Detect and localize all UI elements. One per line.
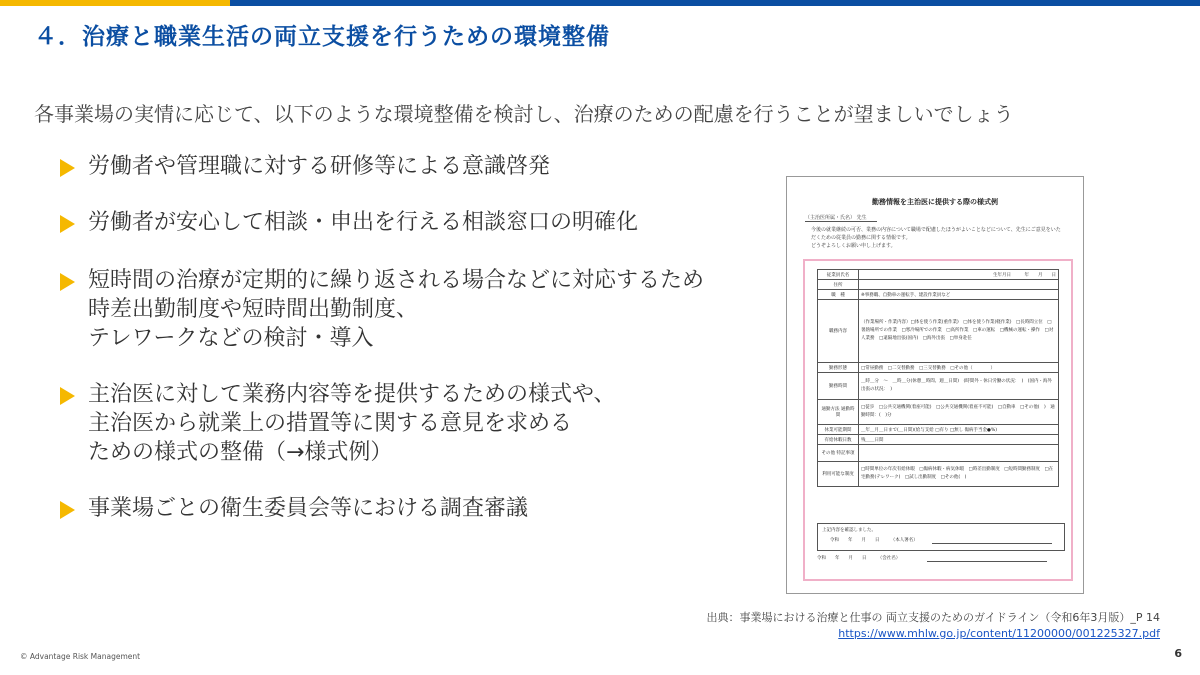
form-row bbox=[818, 300, 1059, 363]
form-row-label: 有給休暇日数 bbox=[818, 435, 859, 445]
form-row bbox=[818, 373, 1059, 400]
source-text: 出典：事業場における治療と仕事の 両立支援のためのガイドライン（令和6年3月版）_P 14 bbox=[706, 611, 1160, 624]
form-row bbox=[818, 270, 1059, 280]
source-citation bbox=[707, 610, 1160, 642]
triangle-bullet-icon bbox=[60, 273, 75, 291]
form-company-underline bbox=[927, 561, 1047, 562]
form-row-value: ＿年＿月＿日まで(＿日間)(給与支給 □有り □無し 傷病手当金●%) bbox=[859, 425, 1059, 435]
form-row-value: □常昼勤務 □二交替勤務 □三交替勤務 □その他（ ） bbox=[859, 363, 1059, 373]
form-addressee-underline bbox=[805, 221, 877, 222]
triangle-bullet-icon bbox=[60, 215, 75, 233]
top-accent-blue bbox=[230, 0, 1200, 6]
form-row-value: （作業場所・作業内容）□体を使う作業(重作業) □体を使う作業(軽作業) □長時間立位 □暑熱場所での作業 □寒冷場所での作業 □高所作業 □車の運転 □機械の運転・操作 □対人業務 □遠隔地出張(国内) □海外出張 □単身赴任 bbox=[859, 300, 1059, 363]
form-table bbox=[817, 269, 1059, 487]
form-title: 勤務情報を主治医に提供する際の様式例 bbox=[872, 198, 998, 206]
form-row-label: 職 種 bbox=[818, 290, 859, 300]
form-example-image bbox=[786, 176, 1084, 594]
form-company-line bbox=[817, 555, 900, 561]
source-link[interactable]: https://www.mhlw.go.jp/content/11200000/001225327.pdf bbox=[838, 627, 1160, 640]
form-date-line: 令和 年 月 日 （本人署名） bbox=[830, 538, 918, 543]
form-row-value: 生年月日 年 月 日 bbox=[859, 270, 1059, 280]
form-row-label: 利用可能な制度 bbox=[818, 462, 859, 487]
form-row bbox=[818, 400, 1059, 425]
form-row bbox=[818, 363, 1059, 373]
form-row-label: 住所 bbox=[818, 280, 859, 290]
form-row bbox=[818, 290, 1059, 300]
form-addressee: （主治医所属・氏名） 先生 bbox=[805, 215, 867, 221]
bullet-text: 主治医に対して業務内容等を提供するための様式や、 bbox=[88, 382, 616, 407]
bullet-text: 労働者が安心して相談・申出を行える相談窓口の明確化 bbox=[88, 210, 639, 235]
form-intro bbox=[811, 226, 1075, 250]
form-row-label: 勤務時間 bbox=[818, 373, 859, 400]
form-row-label: 職務内容 bbox=[818, 300, 859, 363]
bullet-text: テレワークなどの検討・導入 bbox=[88, 326, 374, 351]
form-row-value: □時間単位の年次有給休暇 □傷病休暇・病気休暇 □時差出勤制度 □短時間勤務制度 □在宅勤務(テレワーク) □試し出勤制度 □その他( ) bbox=[859, 462, 1059, 487]
form-row-label: 休業可能期間 bbox=[818, 425, 859, 435]
form-row bbox=[818, 280, 1059, 290]
triangle-bullet-icon bbox=[60, 501, 75, 519]
form-row-value bbox=[859, 445, 1059, 462]
triangle-bullet-icon bbox=[60, 159, 75, 177]
top-accent-bar bbox=[0, 0, 1200, 6]
form-row-label: その他 特記事項 bbox=[818, 445, 859, 462]
bullet-text: 短時間の治療が定期的に繰り返される場合などに対応するため bbox=[88, 268, 705, 293]
form-row-label: 勤務形態 bbox=[818, 363, 859, 373]
form-confirm-box bbox=[817, 523, 1065, 551]
form-row-value: ※事務職、自動車の運転手、建設作業員など bbox=[859, 290, 1059, 300]
form-row-label: 通勤方法 通勤時間 bbox=[818, 400, 859, 425]
page-title: ４．治療と職業生活の両立支援を行うための環境整備 bbox=[34, 24, 610, 50]
bullet-text: 事業場ごとの衛生委員会等における調査審議 bbox=[88, 496, 529, 521]
form-row-value: □徒歩 □公共交通機関(着座可能) □公共交通機関(着座不可能) □自動車 □その他( ) 通勤時間：( )分 bbox=[859, 400, 1059, 425]
form-row-value: ＿時＿分 〜 ＿時＿分(休憩＿時間、週＿日間) (時間外・休日労働の状況： ) (国内・海外出張の状況： ) bbox=[859, 373, 1059, 400]
form-row bbox=[818, 435, 1059, 445]
form-row bbox=[818, 425, 1059, 435]
form-row bbox=[818, 462, 1059, 487]
bullet-text: 労働者や管理職に対する研修等による意識啓発 bbox=[88, 154, 551, 179]
top-accent-yellow bbox=[0, 0, 230, 6]
triangle-bullet-icon bbox=[60, 387, 75, 405]
page-number: 6 bbox=[1174, 647, 1182, 660]
form-intro-line: 今後の就業継続の可否、業務の内容について職場で配慮したほうがよいことなどについて、先生にご意見をいた bbox=[811, 227, 1061, 233]
form-row-label: 従業員氏名 bbox=[818, 270, 859, 280]
intro-text: 各事業場の実情に応じて、以下のような環境整備を検討し、治療のための配慮を行うことが望ましいでしょう bbox=[34, 102, 1014, 126]
form-intro-line: だくための従業員の勤務に関する情報です。 bbox=[811, 235, 911, 241]
form-signature-line bbox=[932, 543, 1052, 544]
form-row-value: 残＿＿日間 bbox=[859, 435, 1059, 445]
bullet-text: 時差出勤制度や短時間出勤制度、 bbox=[88, 297, 419, 322]
form-row bbox=[818, 445, 1059, 462]
bullet-text: 主治医から就業上の措置等に関する意見を求める bbox=[88, 411, 573, 436]
form-intro-line: どうぞよろしくお願い申し上げます。 bbox=[811, 243, 896, 249]
form-confirm-text: 上記内容を確認しました。 bbox=[822, 528, 876, 533]
bullet-text: ための様式の整備（→様式例） bbox=[88, 440, 393, 465]
copyright-text: © Advantage Risk Management bbox=[20, 652, 141, 661]
form-pink-frame bbox=[803, 259, 1073, 581]
form-company-text: 令和 年 月 日 （会社名） bbox=[817, 556, 901, 561]
form-row-value bbox=[859, 280, 1059, 290]
